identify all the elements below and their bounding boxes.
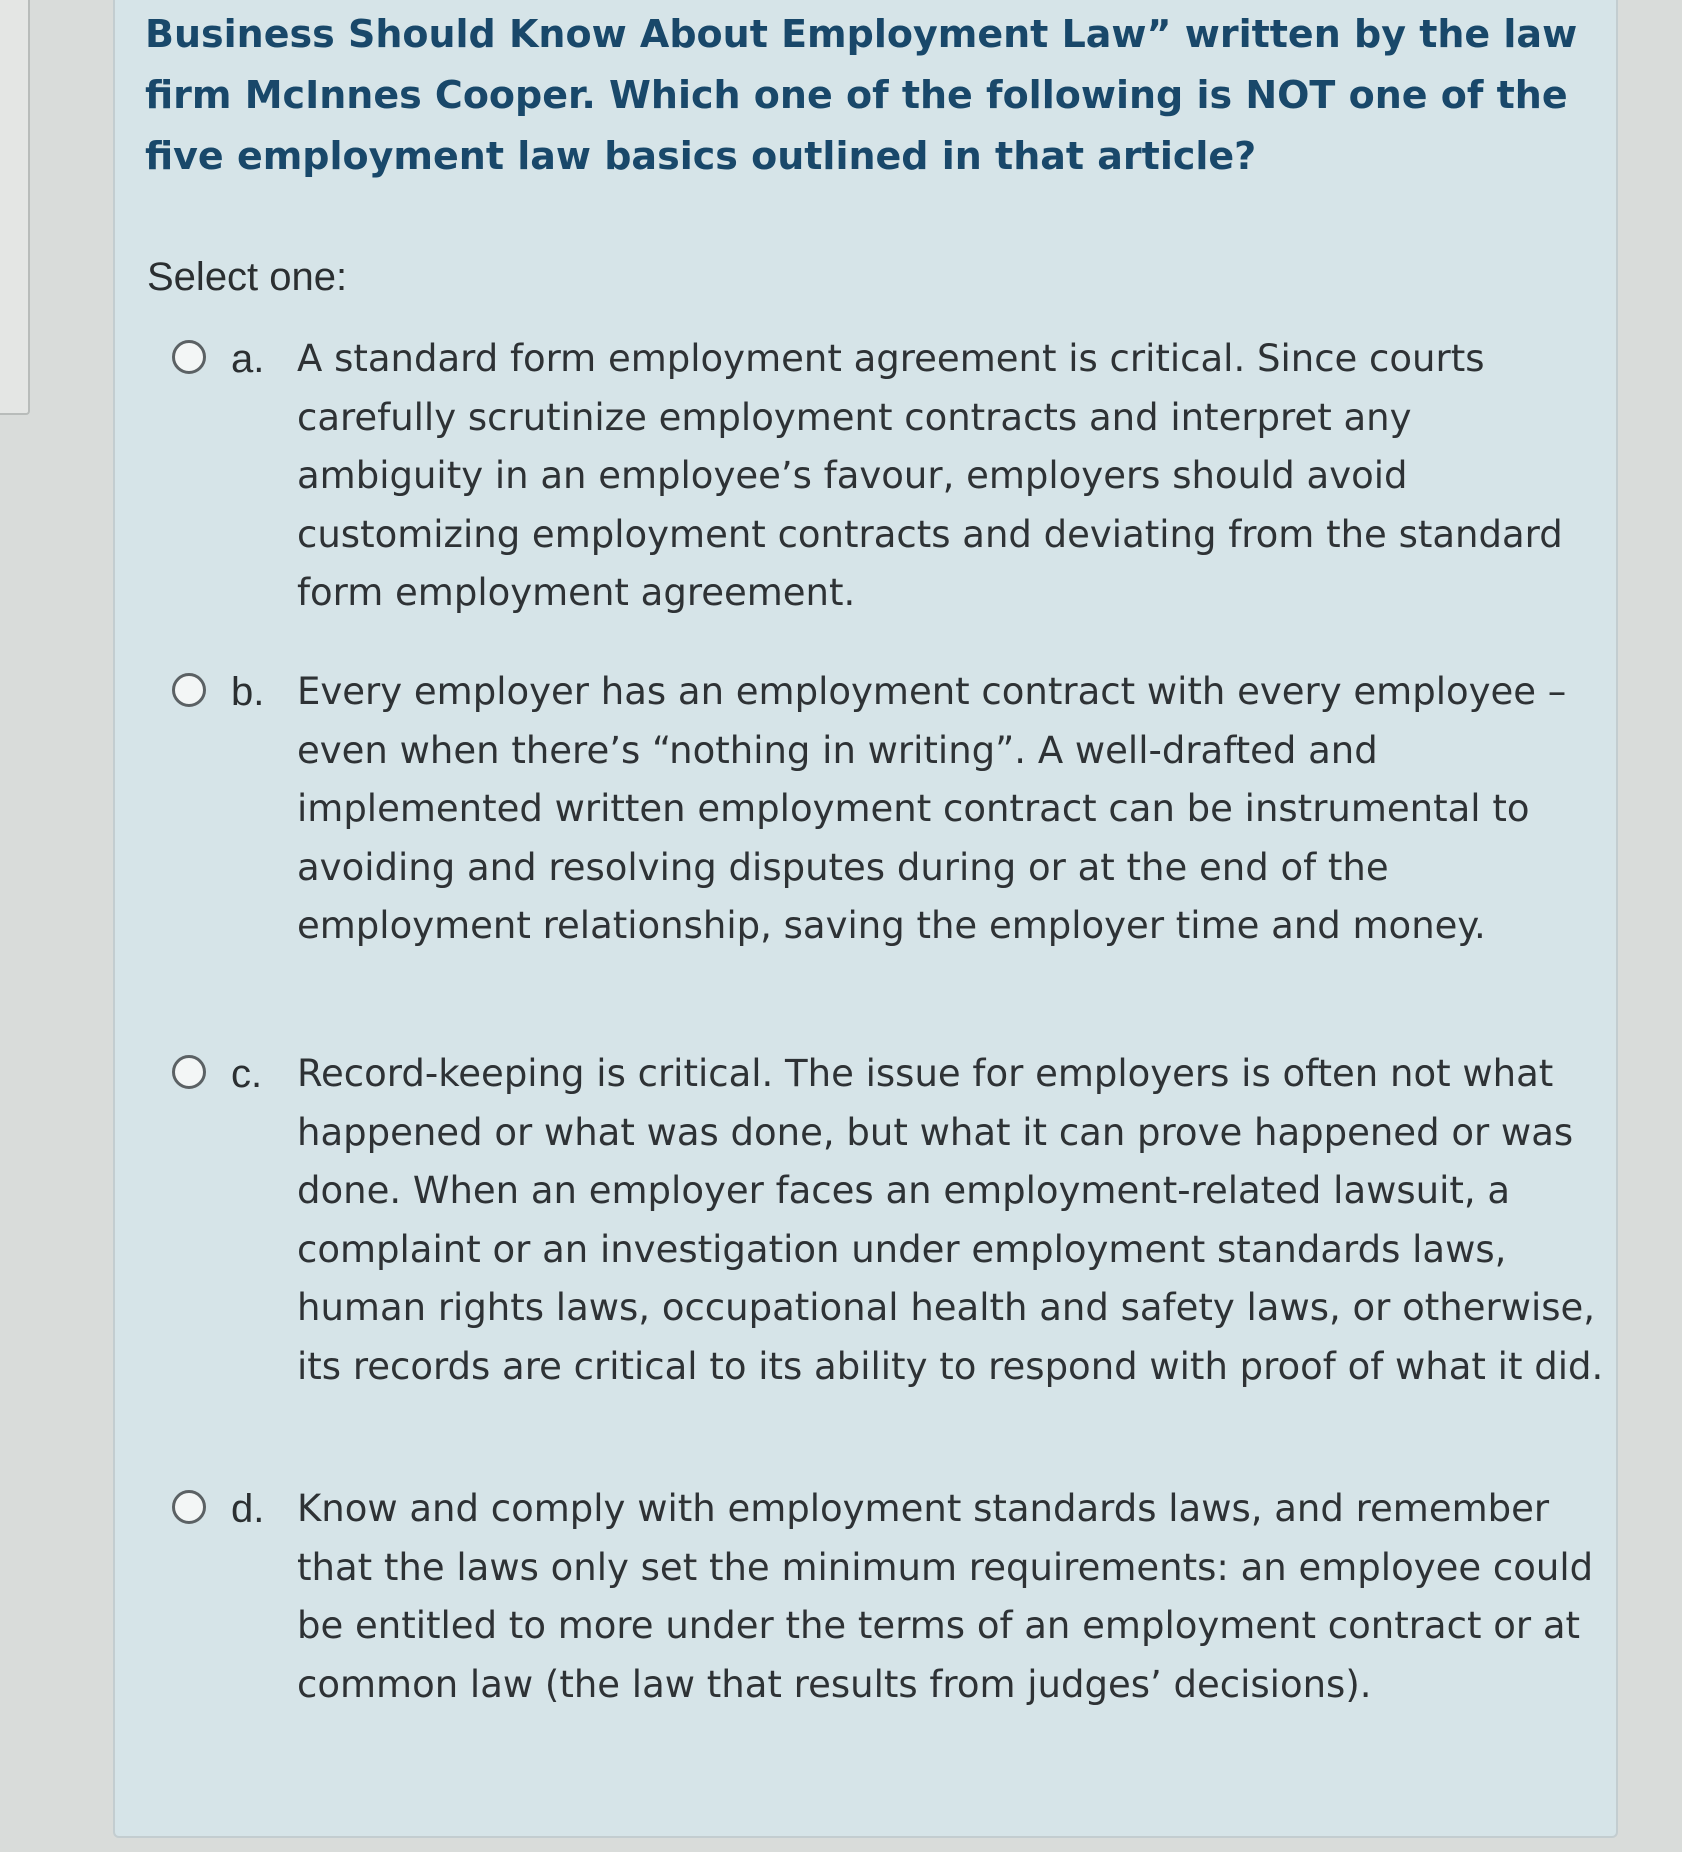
option-letter: a. <box>231 337 265 381</box>
option-text[interactable]: Know and comply with employment standards laws, and remember that the laws only set the minimum requirements: an employee could be entitled to more under the terms of an employment contract or at common law (the law that results from judges’ decisions). <box>297 1487 1594 1706</box>
option-letter: b. <box>231 670 265 714</box>
option-letter: d. <box>231 1487 265 1531</box>
option-letter: c. <box>231 1052 263 1096</box>
option-text[interactable]: Record-keeping is critical. The issue for employers is often not what happened or what was done, but what it can prove happened or was done. When an employer faces an employment-related lawsuit, a complaint or an investigation under employment standards laws, human rights laws, occupational health and safety laws, or otherwise, its records are critical to its ability to respond with proof of what it did. <box>297 1052 1604 1388</box>
question-text: Business Should Know About Employment Law” written by the law firm McInnes Cooper. Which one of the following is NOT one of the five employment law basics outlined in that article? <box>145 12 1578 178</box>
left-panel-edge <box>0 0 30 415</box>
select-prompt: Select one: <box>147 255 348 299</box>
radio-button-d[interactable] <box>172 1490 206 1524</box>
question-card <box>113 0 1618 1838</box>
radio-button-b[interactable] <box>172 673 206 707</box>
option-text[interactable]: Every employer has an employment contract with every employee – even when there’s “nothing in writing”. A well-drafted and implemented written employment contract can be instrumental to avoiding and resolving disputes during or at the end of the employment relationship, saving the employer time and money. <box>297 670 1567 947</box>
radio-button-a[interactable] <box>172 340 206 374</box>
radio-button-c[interactable] <box>172 1055 206 1089</box>
option-text[interactable]: A standard form employment agreement is critical. Since courts carefully scrutinize employment contracts and interpret any ambiguity in an employee’s favour, employers should avoid customizing employment contracts and deviating from the standard form employment agreement. <box>297 337 1563 614</box>
